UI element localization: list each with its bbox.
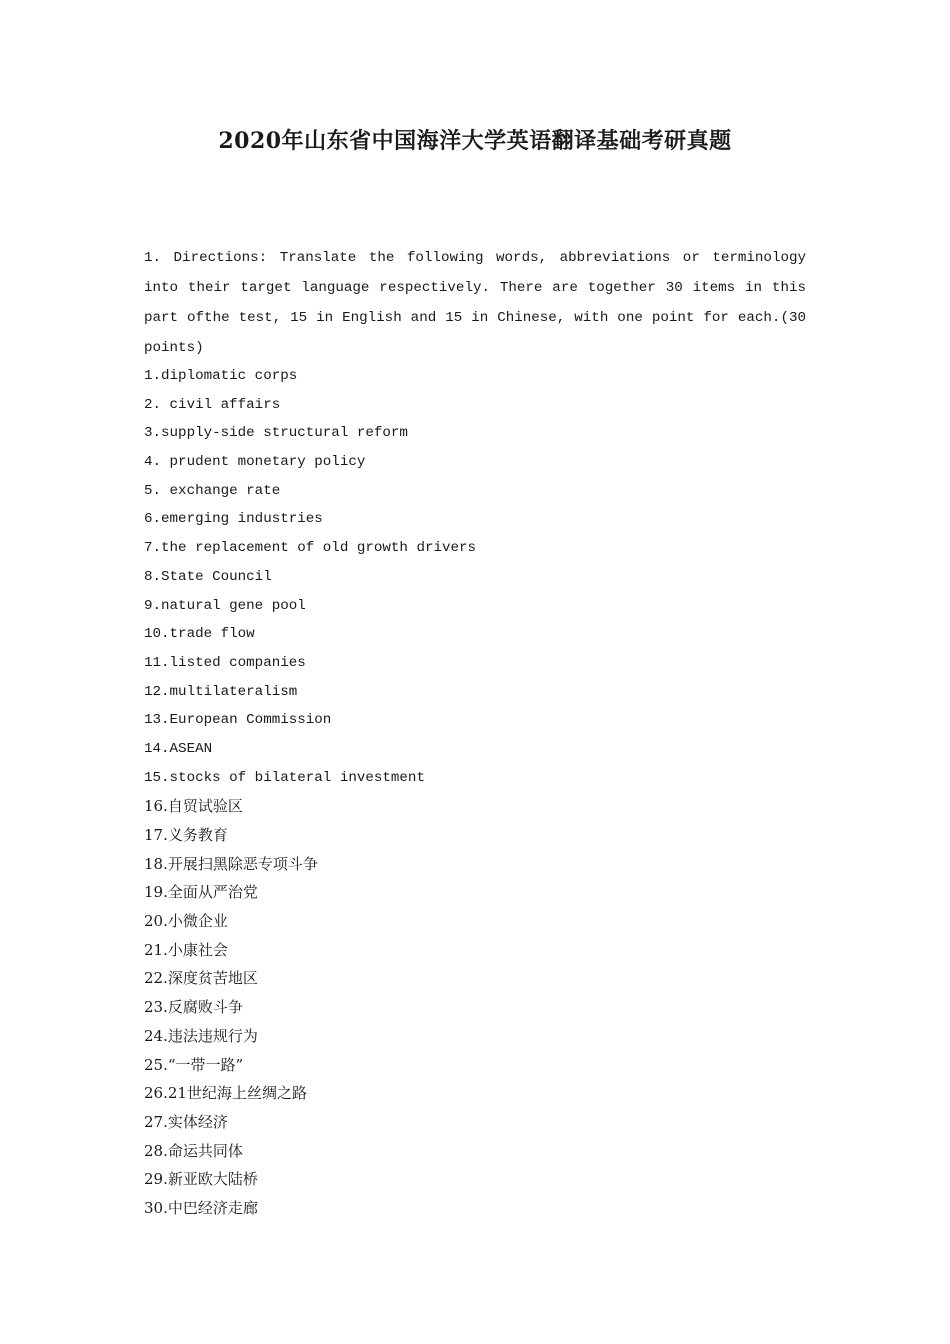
term-list <box>144 362 476 1223</box>
list-item: 17.义务教育 <box>144 826 228 844</box>
list-item: 1.diplomatic corps <box>144 368 298 384</box>
list-item: 3.supply-side structural reform <box>144 425 408 442</box>
list-item: 30.中巴经济走廊 <box>144 1198 258 1217</box>
list-item: 14.ASEAN <box>144 740 213 757</box>
list-item: 12.multilateralism <box>144 683 298 700</box>
list-item: 20.小微企业 <box>144 912 228 931</box>
list-item: 2. civil affairs <box>144 396 281 413</box>
list-item: 29.新亚欧大陆桥 <box>144 1170 258 1189</box>
list-item: 23.反腐败斗争 <box>144 998 243 1017</box>
list-item: 25.“一带一路” <box>144 1055 244 1074</box>
list-item: 28.命运共同体 <box>144 1141 243 1160</box>
list-item: 7.the replacement of old growth drivers <box>144 540 477 557</box>
list-item: 4. prudent monetary policy <box>144 454 366 471</box>
list-item: 16.自贸试验区 <box>144 797 243 816</box>
list-item: 22.深度贫苦地区 <box>144 969 258 988</box>
directions-paragraph: 1. Directions: Translate the following words, abbreviations or terminology into their target language respectively. There are together 30 items in this part ofthe test, 15 in English and 15 in Chinese, with one point for each.(30 points) <box>144 250 806 356</box>
list-item: 11.listed companies <box>144 654 306 671</box>
list-item: 27.实体经济 <box>144 1112 228 1131</box>
list-item: 10.trade flow <box>144 626 255 643</box>
list-item: 18.开展扫黑除恶专项斗争 <box>144 854 318 873</box>
document-title: 2020年山东省中国海洋大学英语翻译基础考研真题 <box>218 128 732 154</box>
list-item: 8.State Council <box>144 568 272 585</box>
list-item: 6.emerging industries <box>144 511 323 528</box>
list-item: 26.21世纪海上丝绸之路 <box>144 1084 307 1103</box>
list-item: 19.全面从严治党 <box>144 883 258 902</box>
list-item: 9.natural gene pool <box>144 597 306 614</box>
list-item: 24.违法违规行为 <box>144 1026 258 1045</box>
list-item: 15.stocks of bilateral investment <box>144 769 425 786</box>
list-item: 21.小康社会 <box>144 940 228 959</box>
list-item: 5. exchange rate <box>144 482 281 499</box>
list-item: 13.European Commission <box>144 712 332 729</box>
